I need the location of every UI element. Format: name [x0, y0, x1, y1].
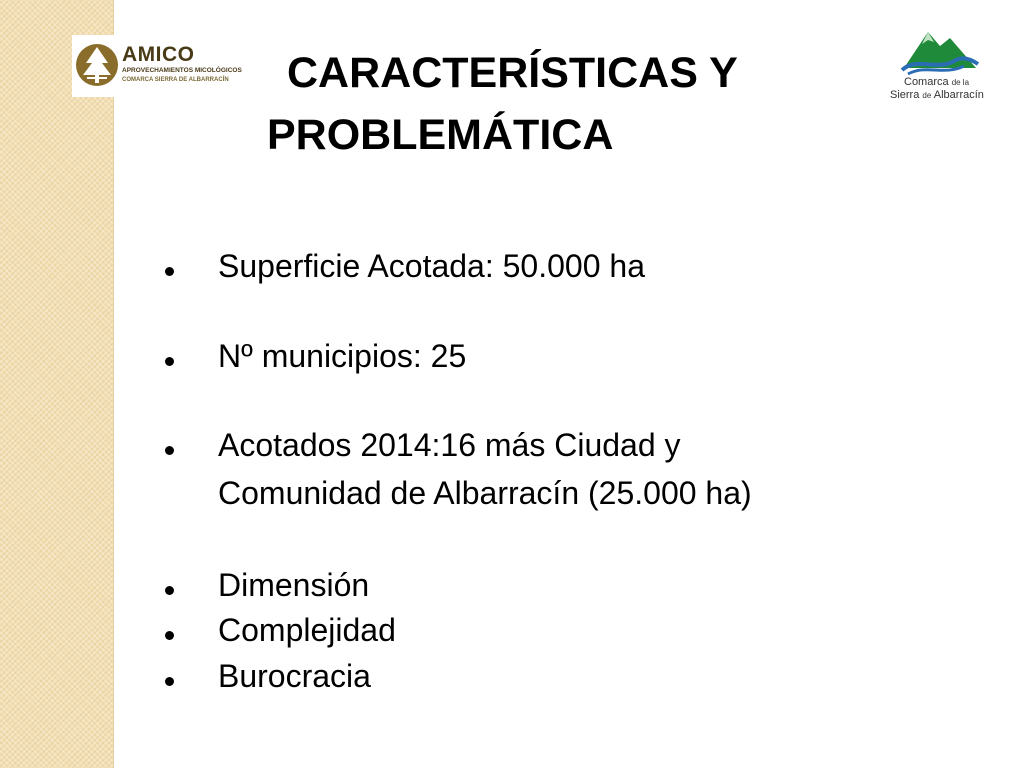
bullet-dot: [165, 446, 174, 455]
bullet-text: Superficie Acotada: 50.000 ha: [218, 248, 645, 284]
bullet-dot: [165, 357, 174, 366]
comarca-word: Comarca: [904, 76, 949, 88]
amico-logo: [72, 35, 242, 97]
comarca-de: de: [922, 91, 932, 100]
bullet-dot: [165, 631, 174, 640]
slide-title-line2: PROBLEMÁTICA: [267, 111, 614, 159]
slide-title-line1: CARACTERÍSTICAS Y: [287, 49, 738, 97]
bullet-dot: [165, 267, 174, 276]
bullet-dot: [165, 586, 174, 595]
bullet-text-line1: Acotados 2014:16 más Ciudad y: [218, 427, 681, 463]
bullet-text: Dimensión: [218, 567, 370, 603]
bullet-text: Nº municipios: 25: [218, 338, 467, 374]
bullet-text: Complejidad: [218, 612, 396, 648]
bullet-text: Burocracia: [218, 658, 371, 694]
bullet-text-line2: Comunidad de Albarracín (25.000 ha): [218, 475, 752, 511]
amico-logo-region: COMARCA SIERRA DE ALBARRACÍN: [122, 77, 229, 83]
comarca-sierra: Sierra: [890, 89, 920, 101]
comarca-logo-line1: [904, 76, 969, 89]
mountain-icon: [898, 26, 982, 76]
comarca-albarracin: Albarracín: [933, 89, 984, 101]
amico-logo-subtitle: APROVECHAMIENTOS MICOLÓGICOS: [122, 67, 242, 74]
bullet-dot: [165, 677, 174, 686]
tree-icon: [74, 41, 120, 89]
comarca-logo-line2: [890, 89, 984, 102]
amico-logo-name: AMICO: [122, 43, 195, 66]
comarca-de-la: de la: [951, 78, 970, 87]
decorative-side-band: [0, 0, 114, 768]
comarca-logo: [886, 26, 996, 106]
